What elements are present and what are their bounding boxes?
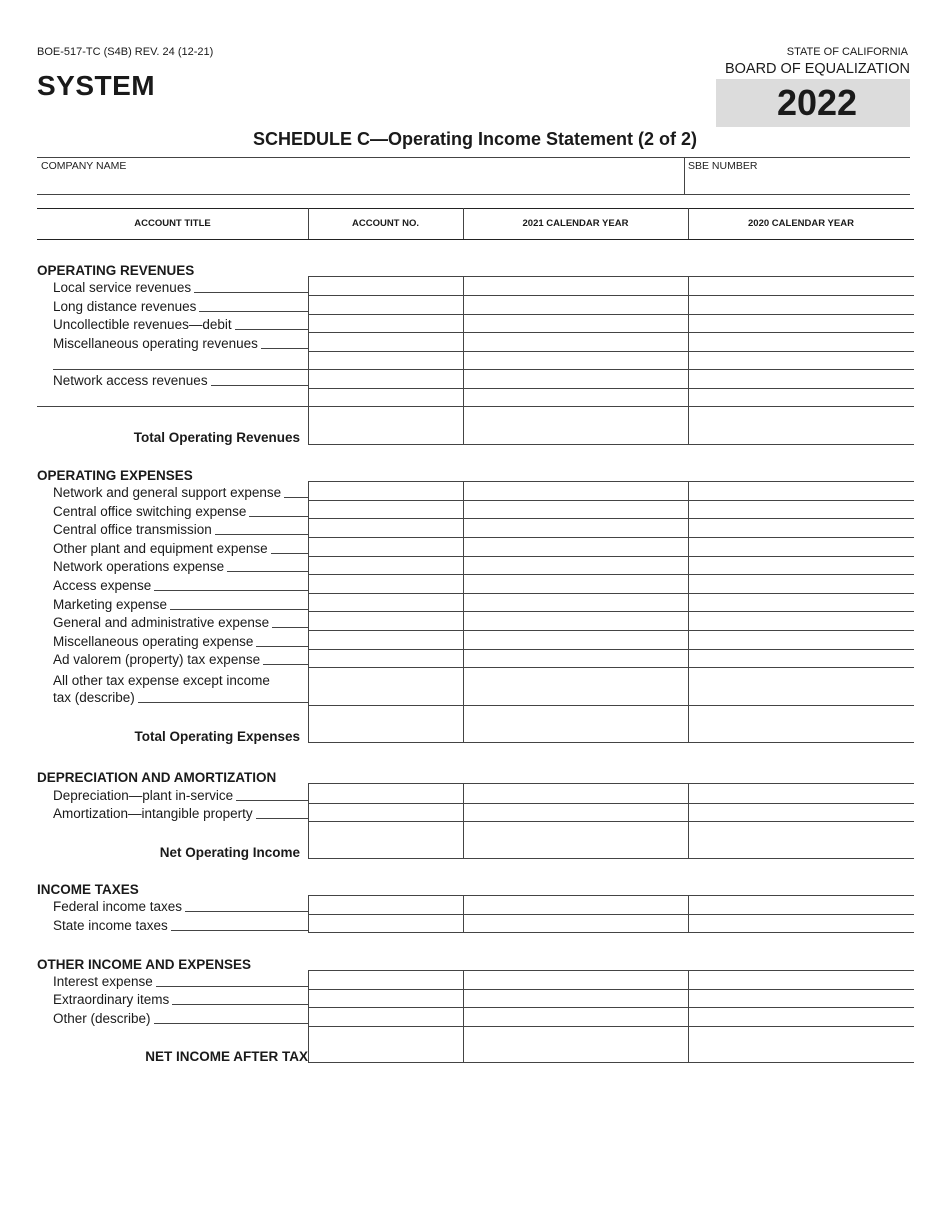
- leader-line: [256, 818, 308, 819]
- grid-column-divider: [308, 481, 309, 742]
- row-label: Network operations expense: [53, 559, 225, 574]
- leader-line: [170, 609, 308, 610]
- column-header-2021: 2021 CALENDAR YEAR: [522, 218, 629, 229]
- row-federal-income-taxes: [53, 899, 308, 914]
- grid-rule: [308, 574, 914, 575]
- row-interest-expense: [53, 974, 308, 989]
- grid-rule: [308, 783, 914, 784]
- leader-line: [154, 590, 308, 591]
- grid-rule: [308, 630, 914, 631]
- grid-column-divider: [688, 783, 689, 858]
- row-other-describe: [53, 1011, 308, 1026]
- row-label: Other (describe): [53, 1011, 151, 1026]
- row-miscellaneous-operating-expense: [53, 634, 308, 649]
- row-uncollectible-revenues: [53, 317, 308, 332]
- row-depreciation-plant: [53, 788, 308, 803]
- grid-rule: [308, 932, 914, 933]
- leader-line: [227, 571, 308, 572]
- grid-rule: [308, 518, 914, 519]
- grid-column-divider: [688, 276, 689, 444]
- column-header-2020: 2020 CALENDAR YEAR: [748, 218, 854, 229]
- company-name-label: COMPANY NAME: [41, 160, 127, 172]
- grid-column-divider: [463, 481, 464, 742]
- leader-line: [138, 702, 308, 703]
- grid-rule: [308, 332, 914, 333]
- company-box-divider: [684, 157, 685, 194]
- row-marketing-expense: [53, 597, 308, 612]
- leader-line: [284, 497, 308, 498]
- total-operating-revenues-label: Total Operating Revenues: [133, 430, 300, 445]
- leader-line: [194, 292, 308, 293]
- row-ad-valorem-tax: [53, 652, 308, 667]
- row-miscellaneous-operating-revenues: [53, 336, 308, 351]
- grid-rule: [308, 481, 914, 482]
- grid-rule: [308, 705, 914, 706]
- grid-rule: [37, 406, 914, 407]
- row-other-plant-equipment: [53, 541, 308, 556]
- row-central-office-transmission: [53, 522, 308, 537]
- row-other-tax-expense: [53, 690, 308, 705]
- leader-line: [211, 385, 308, 386]
- leader-line: [256, 646, 308, 647]
- company-box-top-rule: [37, 157, 910, 158]
- grid-rule: [308, 444, 914, 445]
- grid-column-divider: [688, 895, 689, 932]
- board-label: BOARD OF EQUALIZATION: [724, 61, 910, 77]
- row-general-administrative: [53, 615, 308, 630]
- column-header-bottom-rule: [37, 239, 914, 240]
- grid-rule: [308, 388, 914, 389]
- row-label: Network and general support expense: [53, 485, 282, 500]
- row-extraordinary-items: [53, 992, 308, 1007]
- company-name-field[interactable]: [41, 177, 671, 193]
- leader-line: [263, 664, 308, 665]
- leader-line: [171, 930, 308, 931]
- grid-column-divider: [463, 970, 464, 1062]
- grid-rule: [53, 369, 914, 370]
- leader-line: [235, 329, 308, 330]
- page-title: SCHEDULE C—Operating Income Statement (2 of 2): [252, 129, 698, 149]
- leader-line: [261, 348, 308, 349]
- net-income-after-tax-label: NET INCOME AFTER TAX: [145, 1049, 308, 1064]
- grid-column-divider: [463, 895, 464, 932]
- grid-column-divider: [308, 276, 309, 444]
- grid-rule: [308, 821, 914, 822]
- row-label: Miscellaneous operating expense: [53, 634, 254, 649]
- row-label: Other plant and equipment expense: [53, 541, 268, 556]
- row-label: Miscellaneous operating revenues: [53, 336, 258, 351]
- grid-rule: [308, 667, 914, 668]
- grid-rule: [308, 500, 914, 501]
- row-other-tax-label-line1: All other tax expense except income: [53, 673, 270, 688]
- grid-rule: [308, 314, 914, 315]
- row-network-access-revenues: [53, 373, 308, 388]
- column-header-account-title: ACCOUNT TITLE: [134, 218, 211, 229]
- grid-rule: [308, 351, 914, 352]
- leader-line: [215, 534, 308, 535]
- grid-rule: [308, 593, 914, 594]
- sbe-number-field[interactable]: [688, 177, 906, 193]
- grid-rule: [308, 1007, 914, 1008]
- row-label: Ad valorem (property) tax expense: [53, 652, 261, 667]
- row-label: Central office switching expense: [53, 504, 247, 519]
- grid-column-divider: [688, 481, 689, 742]
- section-depreciation-amortization: DEPRECIATION AND AMORTIZATION: [37, 770, 277, 785]
- year-box: [716, 79, 910, 127]
- row-label: Federal income taxes: [53, 899, 183, 914]
- row-label: Depreciation—plant in-service: [53, 788, 234, 803]
- row-state-income-taxes: [53, 918, 308, 933]
- grid-rule: [308, 295, 914, 296]
- section-operating-revenues: OPERATING REVENUES: [37, 263, 195, 278]
- leader-line: [172, 1004, 308, 1005]
- leader-line: [185, 911, 308, 912]
- section-income-taxes: INCOME TAXES: [37, 882, 139, 897]
- row-network-general-support: [53, 485, 308, 500]
- sbe-number-label: SBE NUMBER: [688, 160, 758, 172]
- grid-rule: [308, 276, 914, 277]
- row-access-expense: [53, 578, 308, 593]
- state-label: STATE OF CALIFORNIA: [786, 46, 908, 58]
- grid-rule: [308, 803, 914, 804]
- row-amortization-intangible: [53, 806, 308, 821]
- grid-column-divider: [308, 895, 309, 932]
- section-operating-expenses: OPERATING EXPENSES: [37, 468, 193, 483]
- grid-column-divider: [308, 783, 309, 858]
- row-label: General and administrative expense: [53, 615, 270, 630]
- company-box-bottom-rule: [37, 194, 910, 195]
- section-other-income-expenses: OTHER INCOME AND EXPENSES: [37, 957, 252, 972]
- row-central-office-switching: [53, 504, 308, 519]
- row-long-distance-revenues: [53, 299, 308, 314]
- grid-rule: [308, 1026, 914, 1027]
- grid-column-divider: [463, 783, 464, 858]
- leader-line: [154, 1023, 308, 1024]
- grid-column-divider: [308, 970, 309, 1062]
- row-label: Interest expense: [53, 974, 153, 989]
- row-label: Central office transmission: [53, 522, 212, 537]
- total-operating-expenses-label: Total Operating Expenses: [134, 729, 300, 744]
- row-label: State income taxes: [53, 918, 168, 933]
- row-label: Long distance revenues: [53, 299, 197, 314]
- row-label: Network access revenues: [53, 373, 208, 388]
- grid-rule: [308, 556, 914, 557]
- row-network-operations: [53, 559, 308, 574]
- grid-column-divider: [463, 276, 464, 444]
- row-label: Uncollectible revenues—debit: [53, 317, 232, 332]
- grid-rule: [308, 537, 914, 538]
- grid-rule: [308, 611, 914, 612]
- row-label: tax (describe): [53, 690, 135, 705]
- grid-rule: [308, 914, 914, 915]
- grid-rule: [308, 989, 914, 990]
- row-label: Amortization—intangible property: [53, 806, 253, 821]
- leader-line: [156, 986, 308, 987]
- form-year: 2022: [776, 82, 858, 123]
- grid-rule: [308, 858, 914, 859]
- row-label: Access expense: [53, 578, 152, 593]
- leader-line: [272, 627, 308, 628]
- grid-rule: [308, 1062, 914, 1063]
- leader-line: [271, 553, 308, 554]
- leader-line: [199, 311, 308, 312]
- form-code: BOE-517-TC (S4B) REV. 24 (12-21): [37, 46, 214, 58]
- grid-rule: [308, 649, 914, 650]
- row-label: Extraordinary items: [53, 992, 170, 1007]
- column-header-account-no: ACCOUNT NO.: [351, 218, 420, 229]
- grid-rule: [308, 970, 914, 971]
- grid-rule: [308, 742, 914, 743]
- leader-line: [236, 800, 308, 801]
- leader-line: [249, 516, 308, 517]
- row-label: Local service revenues: [53, 280, 192, 295]
- grid-rule: [308, 895, 914, 896]
- row-local-service-revenues: [53, 280, 308, 295]
- row-label: Marketing expense: [53, 597, 168, 612]
- system-label: SYSTEM: [37, 70, 156, 101]
- grid-column-divider: [688, 970, 689, 1062]
- net-operating-income-label: Net Operating Income: [159, 845, 300, 860]
